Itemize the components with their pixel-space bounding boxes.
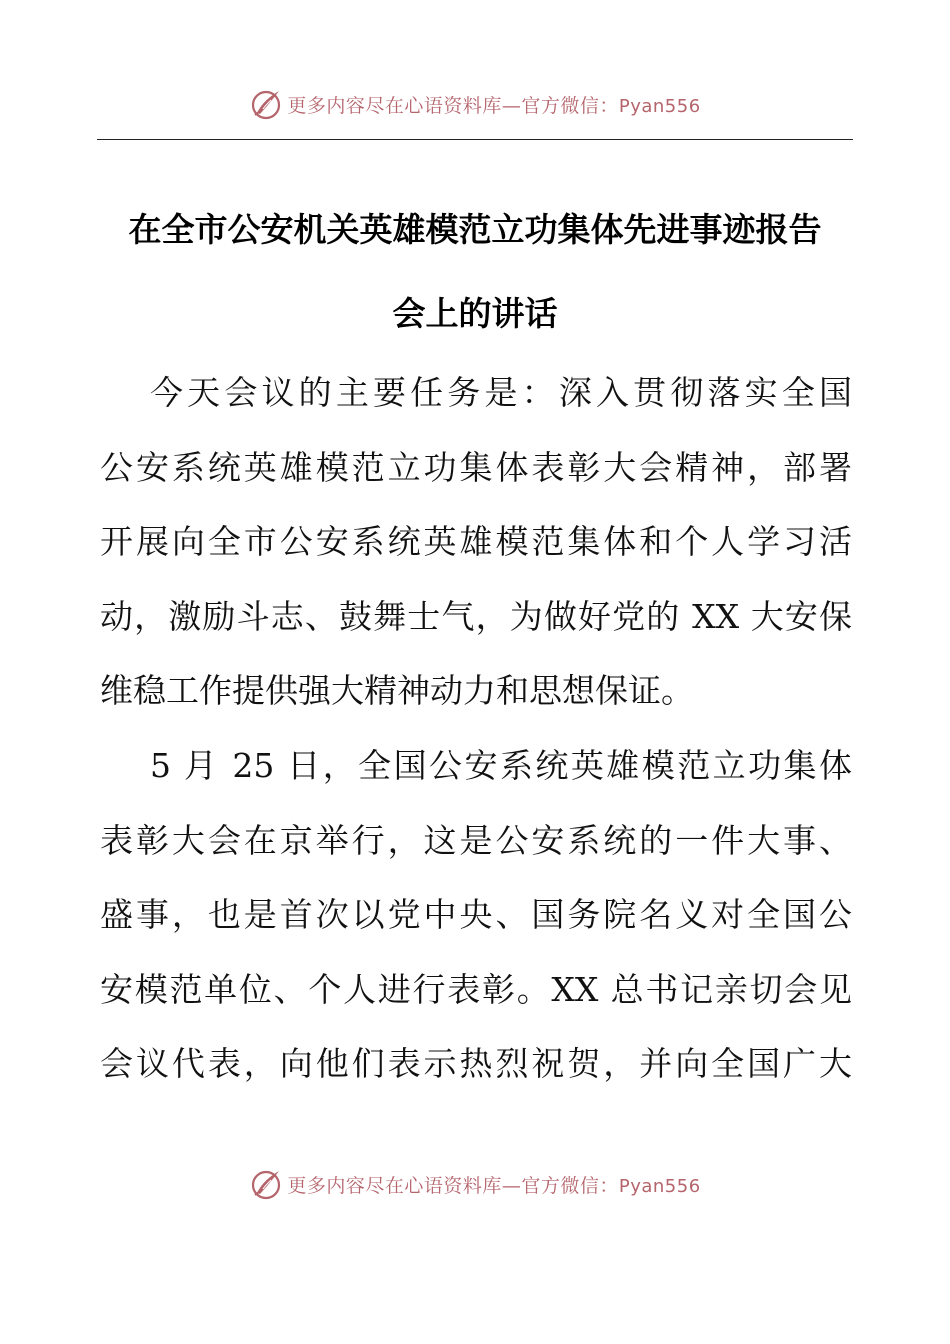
paragraph-line: 公安系统英雄模范立功集体表彰大会精神，部署	[100, 447, 852, 487]
paragraph-line: 安模范单位、个人进行表彰。XX 总书记亲切会见	[100, 969, 852, 1009]
footer-banner	[0, 1162, 950, 1206]
document-body	[100, 356, 852, 1102]
footer-brand-text: 更多内容尽在心语资料库—官方微信：Pyan556	[287, 1174, 701, 1197]
document-title	[97, 188, 853, 356]
footer-brand-id: Pyan556	[618, 1175, 701, 1197]
paragraph-line: 盛事，也是首次以党中央、国务院名义对全国公	[100, 895, 852, 935]
paragraph-line: 5 月 25 日，全国公安系统英雄模范立功集体	[150, 745, 852, 785]
paragraph-line: 会议代表，向他们表示热烈祝贺，并向全国广大	[100, 1044, 852, 1084]
header-divider	[97, 139, 853, 140]
paragraph-line: 表彰大会在京举行，这是公安系统的一件大事、	[100, 820, 852, 860]
paragraph-2	[100, 729, 852, 1102]
header-banner	[0, 82, 950, 126]
title-line-1: 在全市公安机关英雄模范立功集体先进事迹报告	[128, 210, 822, 249]
paragraph-line: 开展向全市公安系统英雄模范集体和个人学习活	[100, 522, 852, 562]
paragraph-line: 动，激励斗志、鼓舞士气，为做好党的 XX 大安保	[100, 596, 852, 636]
header-brand-text: 更多内容尽在心语资料库—官方微信：Pyan556	[287, 94, 701, 117]
quill-logo-icon	[249, 87, 283, 121]
paragraph-line: 维稳工作提供强大精神动力和思想保证。	[100, 671, 694, 711]
paragraph-1	[100, 356, 852, 729]
title-line-2: 会上的讲话	[392, 294, 558, 333]
paragraph-line: 今天会议的主要任务是：深入贯彻落实全国	[150, 373, 852, 412]
quill-logo-icon	[249, 1167, 283, 1201]
header-brand-id: Pyan556	[618, 95, 701, 117]
